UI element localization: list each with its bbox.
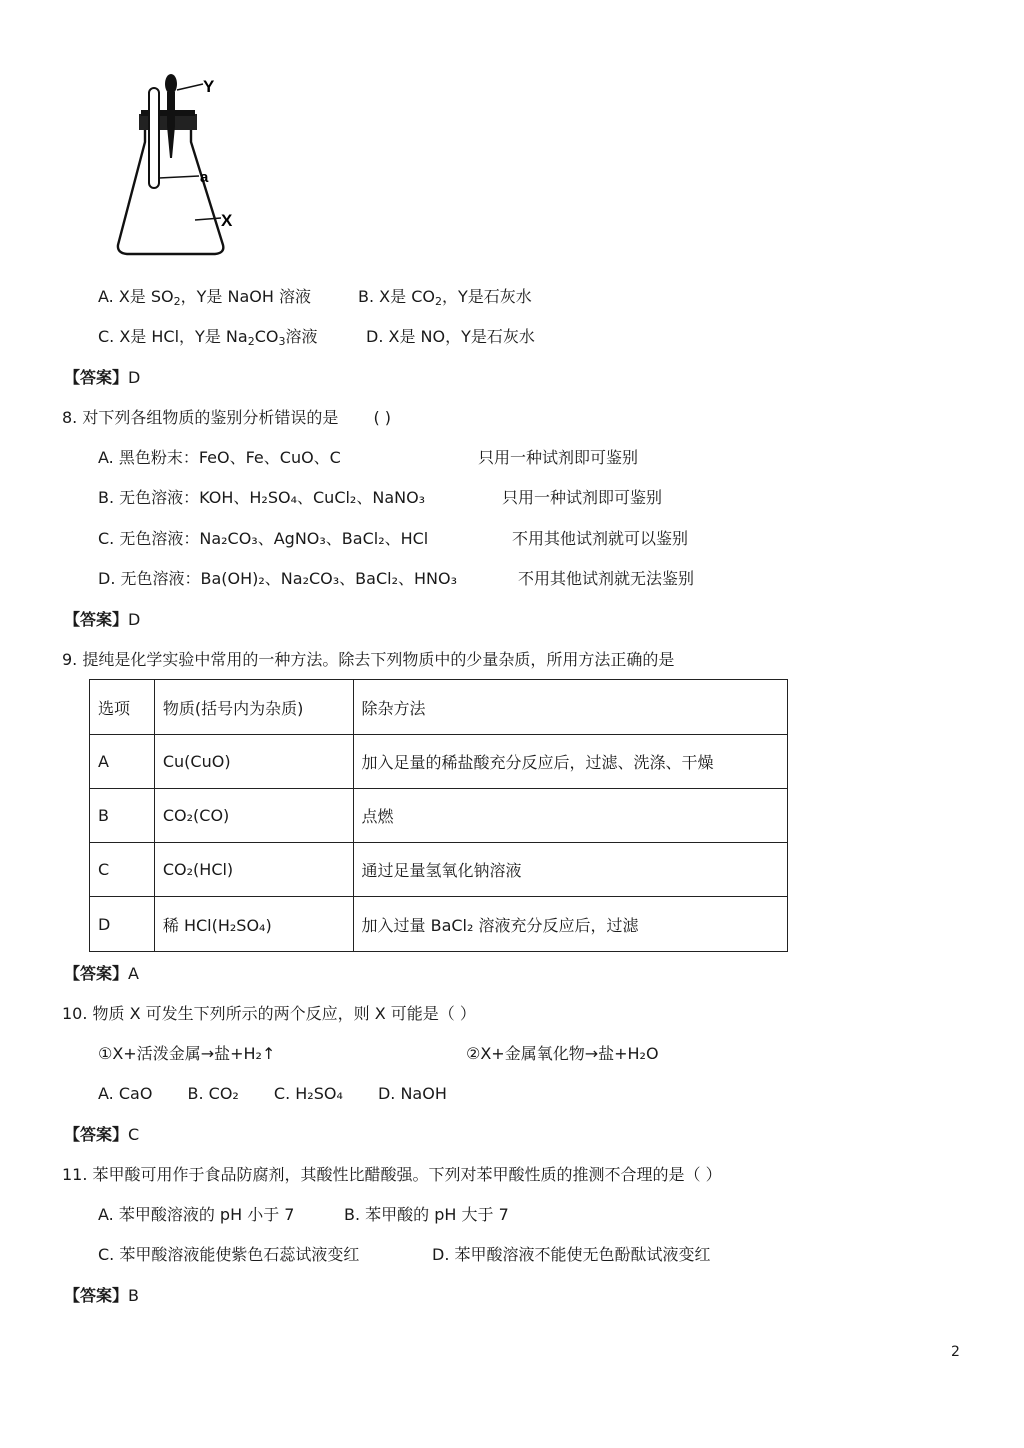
q11-option-a: A. 苯甲酸溶液的 pH 小于 7 xyxy=(98,1205,295,1224)
q10-option-d: D. NaOH xyxy=(377,1084,447,1103)
cell-substance: CO₂(HCl) xyxy=(154,843,353,897)
header-option: 选项 xyxy=(90,680,155,735)
q8-stem: 8. 对下列各组物质的鉴别分析错误的是 ( ) xyxy=(62,408,392,427)
q7-option-c: C. X是 HCl，Y是 $Na_2CO_3$溶液 xyxy=(98,327,318,348)
flask-apparatus-figure xyxy=(95,70,255,260)
q11-answer: 【答案】B xyxy=(64,1286,139,1305)
q8-option-b-right: 只用一种试剂即可鉴别 xyxy=(502,488,663,507)
q8-option-c-left: C. 无色溶液：Na₂CO₃、AgNO₃、BaCl₂、HCl xyxy=(98,529,429,548)
label-x: X xyxy=(221,211,233,230)
cell-option: A xyxy=(90,735,155,789)
q9-stem: 9. 提纯是化学实验中常用的一种方法。除去下列物质中的少量杂质，所用方法正确的是 xyxy=(62,650,675,669)
table-header-row xyxy=(90,680,788,735)
q10-stem: 10. 物质 X 可发生下列所示的两个反应，则 X 可能是（ ） xyxy=(62,1004,476,1023)
q10-options xyxy=(98,1083,447,1105)
dropper-bulb xyxy=(165,74,177,94)
cell-method: 点燃 xyxy=(353,789,787,843)
label-a: a xyxy=(200,169,209,186)
q10-option-c: C. H₂SO₄ xyxy=(273,1084,343,1103)
table-row xyxy=(90,843,788,897)
q8-answer: 【答案】D xyxy=(64,610,141,629)
q8-option-a-right: 只用一种试剂即可鉴别 xyxy=(478,448,639,467)
header-substance: 物质(括号内为杂质) xyxy=(154,680,353,735)
cell-option: D xyxy=(90,897,155,952)
table-row xyxy=(90,897,788,952)
cell-option: B xyxy=(90,789,155,843)
q11-option-b: B. 苯甲酸的 pH 大于 7 xyxy=(344,1205,509,1224)
q7-option-b: B. X是 $CO_2$，Y是石灰水 xyxy=(358,287,532,308)
q8-option-c-right: 不用其他试剂就可以鉴别 xyxy=(512,529,689,548)
q10-answer: 【答案】C xyxy=(64,1125,140,1144)
cell-substance: Cu(CuO) xyxy=(154,735,353,789)
table-row xyxy=(90,735,788,789)
q10-option-a: A. CaO xyxy=(98,1084,153,1103)
table-row xyxy=(90,789,788,843)
cell-option: C xyxy=(90,843,155,897)
cell-method: 加入过量 BaCl₂ 溶液充分反应后，过滤 xyxy=(353,897,787,952)
q11-option-d: D. 苯甲酸溶液不能使无色酚酞试液变红 xyxy=(432,1245,711,1264)
q9-table xyxy=(89,679,788,952)
dropper-tube xyxy=(167,92,175,126)
q10-reaction-1: ①X+活泼金属→盐+H₂↑ xyxy=(98,1044,276,1063)
q8-option-d-left: D. 无色溶液：Ba(OH)₂、Na₂CO₃、BaCl₂、HNO₃ xyxy=(98,569,457,588)
q7-option-d: D. X是 NO，Y是石灰水 xyxy=(366,327,535,346)
q10-reaction-2: ②X+金属氧化物→盐+H₂O xyxy=(466,1044,659,1063)
q10-option-b: B. CO₂ xyxy=(187,1084,239,1103)
cell-method: 加入足量的稀盐酸充分反应后，过滤、洗涤、干燥 xyxy=(353,735,787,789)
label-y: Y xyxy=(203,77,215,96)
cell-method: 通过足量氢氧化钠溶液 xyxy=(353,843,787,897)
q11-option-c: C. 苯甲酸溶液能使紫色石蕊试液变红 xyxy=(98,1245,360,1264)
test-tube-a xyxy=(149,88,159,188)
q11-stem: 11. 苯甲酸可用作于食品防腐剂，其酸性比醋酸强。下列对苯甲酸性质的推测不合理的是（ ） xyxy=(62,1165,722,1184)
header-method: 除杂方法 xyxy=(353,680,787,735)
q8-option-d-right: 不用其他试剂就无法鉴别 xyxy=(518,569,695,588)
cell-substance: 稀 HCl(H₂SO₄) xyxy=(154,897,353,952)
cell-substance: CO₂(CO) xyxy=(154,789,353,843)
q8-option-b-left: B. 无色溶液：KOH、H₂SO₄、CuCl₂、NaNO₃ xyxy=(98,488,426,507)
q8-option-a-left: A. 黑色粉末：FeO、Fe、CuO、C xyxy=(98,448,341,467)
q7-answer: 【答案】D xyxy=(64,368,141,387)
q9-answer: 【答案】A xyxy=(64,964,139,983)
q7-option-a: A. X是 $SO_2$，Y是 NaOH 溶液 xyxy=(98,287,311,308)
page-number: 2 xyxy=(951,1344,960,1360)
